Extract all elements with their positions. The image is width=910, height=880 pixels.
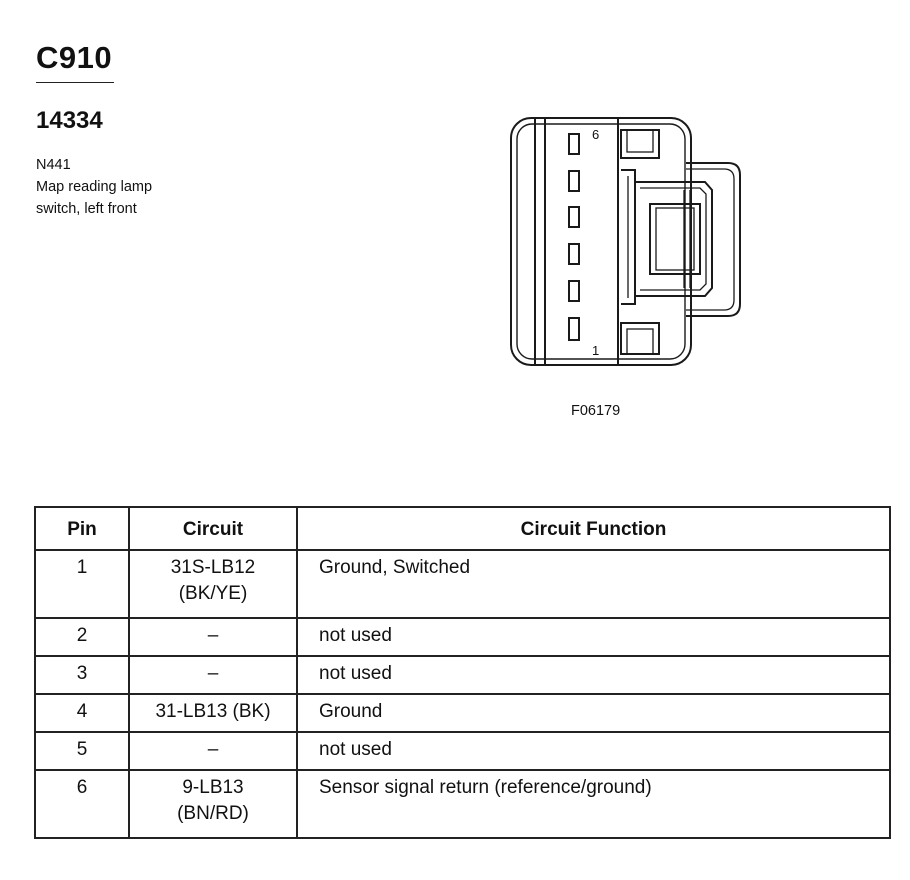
table-header-row (35, 507, 890, 550)
pin-cell: 6 (35, 770, 129, 838)
latch-window (650, 204, 700, 274)
pin-terminal (569, 134, 579, 154)
pin-terminal (569, 281, 579, 301)
function-cell: Ground (297, 694, 890, 732)
component-description (36, 154, 152, 220)
circuit-cell: – (129, 618, 297, 656)
circuit-cell: – (129, 732, 297, 770)
pin-cell: 1 (35, 550, 129, 618)
pin-terminal (569, 244, 579, 264)
title-underline (36, 82, 114, 83)
wire-color: (BN/RD) (177, 803, 249, 824)
connector-id: C910 (36, 40, 113, 75)
header-circuit-function: Circuit Function (297, 507, 890, 550)
table-row (35, 694, 890, 732)
function-cell: not used (297, 656, 890, 694)
function-cell: Ground, Switched (297, 550, 890, 618)
header-pin: Pin (35, 507, 129, 550)
function-cell: Sensor signal return (reference/ground) (297, 770, 890, 838)
circuit-code: 9-LB13 (182, 777, 244, 798)
function-cell: not used (297, 732, 890, 770)
circuit-cell (129, 550, 297, 618)
pin-terminal (569, 171, 579, 191)
pin-terminal (569, 318, 579, 340)
connector-housing (511, 118, 691, 365)
figure-id: F06179 (571, 403, 621, 419)
circuit-cell: – (129, 656, 297, 694)
part-number: 14334 (36, 107, 103, 134)
table-row (35, 732, 890, 770)
description-line: Map reading lamp (36, 179, 153, 195)
pin-cell: 5 (35, 732, 129, 770)
circuit-code: 31S-LB12 (170, 557, 256, 578)
pin-terminal (569, 207, 579, 227)
function-cell: not used (297, 618, 890, 656)
pin-1-label: 1 (592, 343, 600, 358)
pin-cell: 4 (35, 694, 129, 732)
table-row (35, 550, 890, 618)
connector-face-diagram (500, 108, 760, 380)
pinout-table (34, 506, 891, 839)
table-row (35, 656, 890, 694)
circuit-cell (129, 770, 297, 838)
wire-color: (BK/YE) (178, 583, 248, 604)
description-line: switch, left front (36, 201, 137, 217)
table-row (35, 618, 890, 656)
description-line: N441 (36, 157, 71, 173)
table-row (35, 770, 890, 838)
circuit-cell: 31-LB13 (BK) (129, 694, 297, 732)
pin-6-label: 6 (592, 127, 600, 142)
pin-cell: 2 (35, 618, 129, 656)
pin-cell: 3 (35, 656, 129, 694)
header-circuit: Circuit (129, 507, 297, 550)
